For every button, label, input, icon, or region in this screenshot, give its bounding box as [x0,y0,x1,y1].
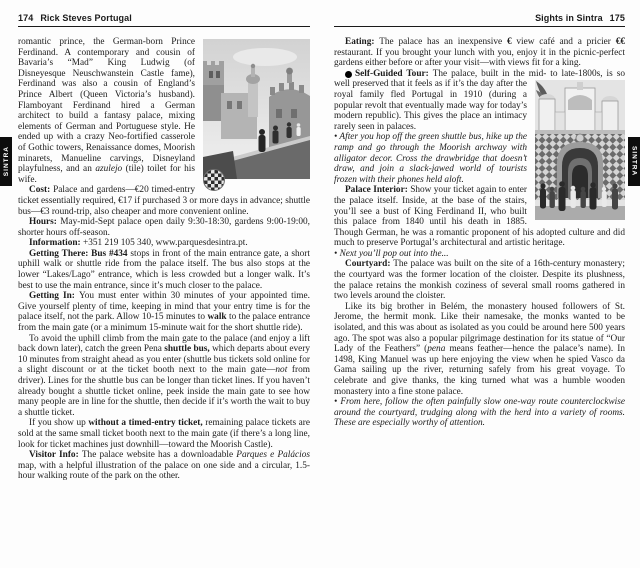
text-run: stops in front of the main entrance gate, a short uphill walk or shuttle ride from the palace itself. The bus also stops at the lower “Lakes/Lago” entrance, which is less crowded but a longer walk. It’s best to use the main entrance, since it’s much closer to the palace. [18,248,310,291]
text-run: If you show up [29,418,89,429]
page-content-left [18,37,310,482]
text-run: to the palace entrance from the main gate (or a minimum 15-minute wait for the short shuttle ride). [18,312,310,334]
text-run: Palace Interior: [345,185,411,196]
text-run: means feather—hence the palace’s name). In 1498, King Manuel was up here enjoying the view when he spied Vasco da Gama sailing up the river, returning safely from his great voyage. To celebrate and give thanks, the king turned what was a humble wooden monastery into a fine stone palace. [334,344,625,397]
header-title: Rick Steves Portugal [40,13,132,23]
text-run: €€ [615,37,625,47]
para-no-ticket [18,418,310,450]
text-run: Self-Guided Tour: [355,68,433,79]
para-courtyard [334,259,625,301]
para-getting-there [18,249,310,291]
page-175 [320,0,640,568]
moorish-archway-photo [535,80,625,220]
para-eating [334,37,625,69]
text-run: not [275,365,288,376]
para-information [18,238,310,249]
text-run: from driver). Lines for the shuttle bus can be longer than ticket lines. If you haven’t already bought a shuttle ticket online, peek inside the main gate to see how many people are in line for the shuttle, then decide if it’s worth the wait to buy a shuttle ticket. [18,365,310,418]
text-run: remaining palace tickets are sold at the same small ticket booth next to the main gate (if there’s a long line, look for ticket machines just downhill—toward the Moorish Castle). [18,418,311,450]
para-continued [18,37,310,185]
text-run: The palace, built in the mid- to late-1800s, is so well preserved that it feels as if it’s the day after the [334,68,625,90]
para-monastery-history [334,302,625,397]
text-run: romantic prince, the German-born Prince Ferdinand. A contemporary and cousin of Bavaria’s “Mad” King Ludwig (of Disneyesque Neuschwanstein Castle fame), Ferdinand was also a cousin of England’s Prince Albert (Queen Victoria’s husband). Flamboyant Ferdinand hired a German architect to build a fantasy palace, mixing elements of German and Portuguese style. He ended up with a crazy Neo-fortified casserole of Gothic towers, Renaissance domes, Moorish minarets, Manueline carvings, Disneyland playfulness, and an [18,37,195,175]
text-run: Like its big brother in Belém, the monastery housed followers of St. Jerome, the hermit monk. Like their namesake, the monks wanted to be isolated, and this was about as isolated as you could be around here 500 years ago. The spot was also a popular pilgrimage destination for its statue of “Our Lady of the Feathers” ( [334,301,625,355]
text-run: The palace has an inexpensive [379,37,507,47]
para-visitor-info [18,450,310,482]
para-hours [18,217,310,238]
text-run: walk [207,312,227,323]
text-run: map, with a helpful illustration of the palace on one side and a circular, 1.5-hour walking route of the park on the other. [18,460,310,482]
sintra-tab-left [0,137,12,186]
page-header-left [18,13,310,27]
text-run: Information: [29,238,83,249]
text-run: Getting There: Bus #434 [29,248,128,259]
para-directions-3 [334,397,625,429]
text-run: +351 219 105 340, www.parquesdesintra.pt. [82,238,248,249]
text-run: You must enter within 30 minutes of your appointed time. Give yourself plenty of time, keeping in mind that your entry time is for the palace itself, not the park. Allow 10-15 minutes to [18,291,310,323]
page-number: 174 [18,13,34,23]
text-run: azulejo [95,164,123,175]
page-header-right [334,13,625,27]
para-shuttle [18,334,310,419]
text-run: Palace and gardens—€20 timed-entry ticket essentially required, €17 if purchased 3 or more days in advance; shuttle bus—€3 round-trip, also cheaper and more convenient online. [18,185,310,217]
text-run: Cost: [29,185,54,196]
text-run: • Next you’ll pop out into the... [334,248,449,259]
tab-label: SINTRA [2,146,10,177]
sintra-tab-right [628,137,640,186]
text-run: without a timed-entry ticket, [88,418,203,429]
text-run: shuttle bus, [164,344,210,355]
text-run: restaurant. If you brought your lunch with you, enjoy it in the picnic-perfect gardens either before or after your visit—with views fit for a king. [334,47,625,69]
text-run: Visitor Info: [29,450,82,461]
header-title: Sights in Sintra [535,13,603,23]
pena-palace-photo-art [203,39,310,179]
para-getting-in [18,291,310,333]
text-run: royal family fled Portugal in 1910 (during a popular revolt that eventually made way for today’s modern republic). This gives the place an intimacy rarely seen in palaces. [334,89,527,132]
page-number: 175 [609,13,625,23]
text-run: (tile) toilet for his wife. [18,164,195,185]
text-run: Getting In: [29,291,79,302]
text-run: Hours: [29,217,61,228]
text-run: € [506,37,512,47]
text-run: May-mid-Sept palace open daily 9:30-18:30, gardens 9:00-19:00, shorter hours off-season. [18,217,311,238]
page-content-right [334,37,625,429]
text-run: Courtyard: [345,259,394,270]
text-run: pena [427,344,446,355]
pena-palace-photo [203,39,310,191]
text-run: • From here, follow the often painfully slow one-way route counterclockwise around the courtyard, trudging along with the herd into a variety of rooms. These are especially worthy of attention. [334,397,625,429]
para-directions-2 [334,249,625,260]
moorish-archway-photo-art [535,80,625,220]
tab-label: SINTRA [630,146,638,177]
text-run: The palace website has a downloadable [81,450,237,461]
checkered-sphere-detail [203,169,225,191]
para-self-guided-tour [334,69,625,133]
text-run: Show your ticket again to enter the palace itself. Inside, at the base of the stairs, you’ll see a bust of King Ferdinand II, who built this palace from 1840 until his death in 1885. Though German, he was a romantic proponent of his adopted culture and did much to preserve Portugal’s architectural and artistic heritage. [334,185,625,249]
text-run: which departs about every 10 minutes from straight ahead as you enter (shuttle bus tickets sold online for a slight discount or at the ticket booth next to the main gate— [18,344,310,376]
text-run: To avoid the uphill climb from the main gate to the palace (and enjoy a lift back down later), catch the green Pena [18,333,310,355]
text-run: • After you hop off the green shuttle bus, hike up the ramp and go through the Moorish archway with alligator decor. Cross the drawbridge that doesn’t draw, and join a slack-jawed world of tourists frozen with their phones held aloft. [334,132,527,185]
text-run: Eating: [345,37,380,47]
text-run: Parques e Palácios [236,450,310,461]
text-run: The palace was built on the site of a 16th-century monastery; the courtyard was the former location of the cloister. Despite its plushness, the palace retains the monkish coziness of several small rooms gathered in two levels around the cloister. [334,259,625,302]
self-guided-tour-icon: ▶ [345,71,352,78]
text-run: view café and a pricier [511,37,616,47]
